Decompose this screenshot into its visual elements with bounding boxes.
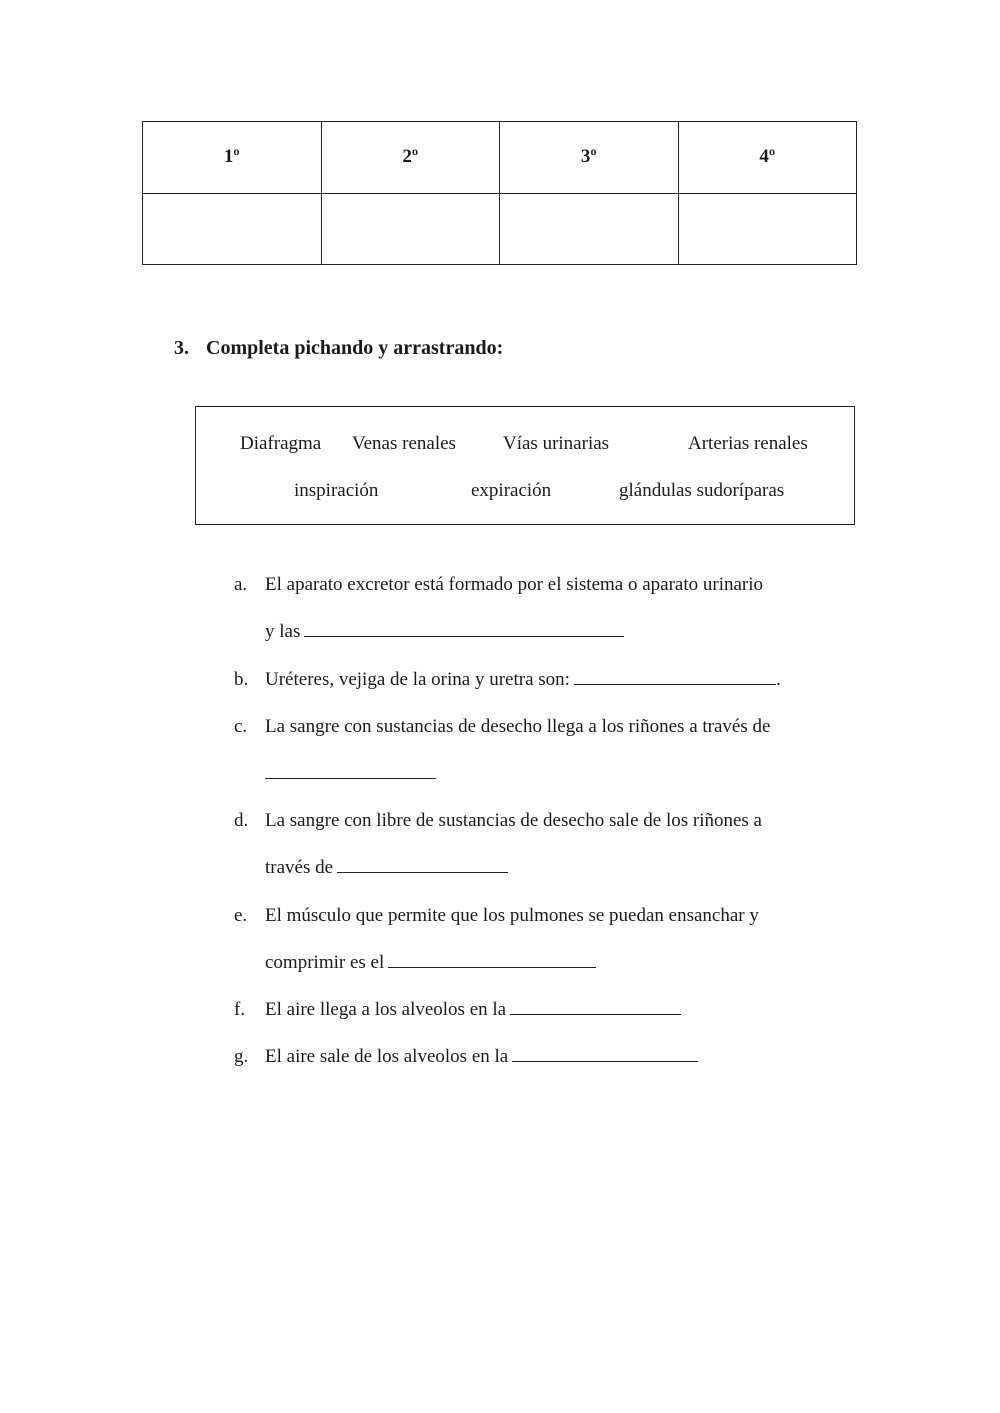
word-glandulas-sudoriparas[interactable]: glándulas sudoríparas <box>619 480 785 501</box>
question-g-letter: g. <box>234 1046 249 1067</box>
question-d-text: La sangre con libre de sustancias de desecho sale de los riñones a <box>265 810 762 831</box>
answer-blank-d[interactable] <box>337 858 508 873</box>
question-b-text: Uréteres, vejiga de la orina y uretra son: <box>265 669 570 690</box>
order-header-2: 2º <box>321 122 500 194</box>
answer-blank-e[interactable] <box>388 953 596 968</box>
question-d-cont-text: través de <box>265 857 334 878</box>
answer-blank-b[interactable] <box>574 670 776 685</box>
word-expiracion[interactable]: expiración <box>471 480 552 501</box>
order-header-1: 1º <box>143 122 322 194</box>
question-c-letter: c. <box>234 716 248 737</box>
question-d-letter: d. <box>234 810 249 831</box>
question-a-text: El aparato excretor está formado por el sistema o aparato urinario <box>265 574 764 595</box>
section-number: 3. <box>174 337 189 359</box>
answer-blank-c[interactable] <box>265 764 436 779</box>
question-c-text: La sangre con sustancias de desecho llega a los riñones a través de <box>265 716 771 737</box>
order-answer-cell-4[interactable] <box>678 193 857 265</box>
question-c-continuation <box>265 763 436 785</box>
question-e-text: El músculo que permite que los pulmones se puedan ensanchar y <box>265 905 759 926</box>
order-header-4: 4º <box>678 122 857 194</box>
answer-blank-f[interactable] <box>510 1000 681 1015</box>
question-f <box>234 999 681 1021</box>
question-d-continuation <box>265 857 508 879</box>
question-b-end: . <box>775 669 781 690</box>
question-g-text: El aire sale de los alveolos en la <box>265 1046 509 1067</box>
question-f-letter: f. <box>234 999 246 1020</box>
answer-blank-g[interactable] <box>512 1047 698 1062</box>
order-table <box>142 121 857 265</box>
word-diafragma[interactable]: Diafragma <box>240 433 322 454</box>
question-a-cont-text: y las <box>265 621 301 642</box>
word-inspiracion[interactable]: inspiración <box>294 480 379 501</box>
question-a <box>234 574 763 596</box>
question-c <box>234 716 770 738</box>
question-e-letter: e. <box>234 905 248 926</box>
question-b <box>234 669 781 691</box>
word-bank <box>195 406 855 525</box>
question-a-continuation <box>265 621 624 643</box>
order-table-header-row <box>143 122 857 194</box>
question-e-continuation <box>265 952 596 974</box>
question-g <box>234 1046 698 1068</box>
question-a-letter: a. <box>234 574 248 595</box>
question-f-text: El aire llega a los alveolos en la <box>265 999 507 1020</box>
question-b-letter: b. <box>234 669 249 690</box>
question-e <box>234 905 759 927</box>
order-answer-cell-2[interactable] <box>321 193 500 265</box>
order-header-3: 3º <box>500 122 679 194</box>
question-e-cont-text: comprimir es el <box>265 952 385 973</box>
order-table-answer-row <box>143 193 857 265</box>
section-title: Completa pichando y arrastrando: <box>206 337 504 359</box>
order-answer-cell-3[interactable] <box>500 193 679 265</box>
answer-blank-a[interactable] <box>304 622 624 637</box>
word-venas-renales[interactable]: Venas renales <box>352 433 456 454</box>
question-d <box>234 810 762 832</box>
section-heading <box>174 337 503 360</box>
order-answer-cell-1[interactable] <box>143 193 322 265</box>
word-vias-urinarias[interactable]: Vías urinarias <box>503 433 610 454</box>
word-arterias-renales[interactable]: Arterias renales <box>688 433 808 454</box>
